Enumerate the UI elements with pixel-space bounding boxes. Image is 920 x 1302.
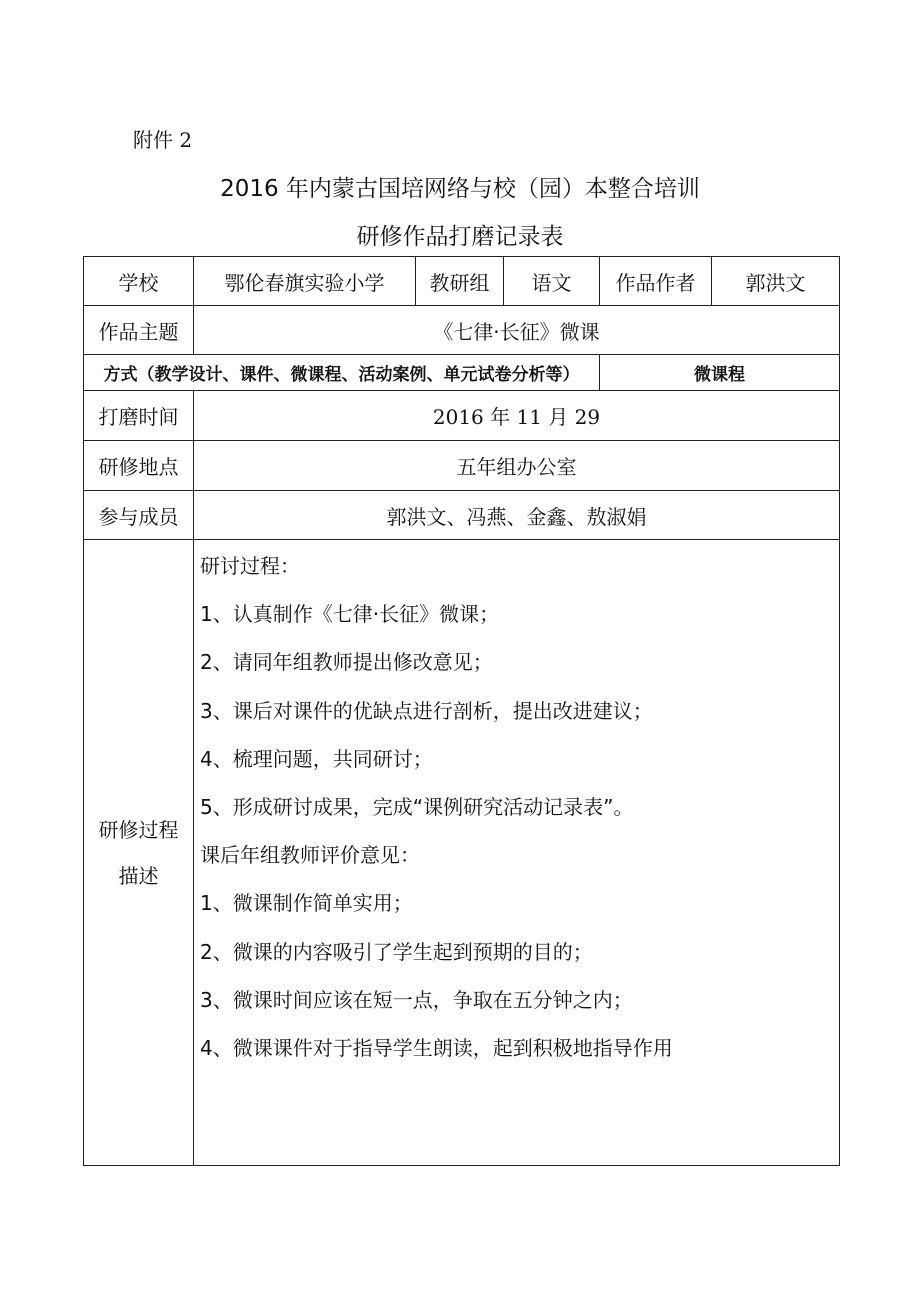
- members-value: 郭洪文、冯燕、金鑫、敖淑娟: [194, 491, 840, 540]
- group-label: 教研组: [416, 257, 504, 306]
- table-row: [84, 540, 840, 1166]
- process-label-line2: 描述: [118, 863, 159, 888]
- school-label: 学校: [84, 257, 194, 306]
- format-value: 微课程: [600, 355, 840, 391]
- process-label: [84, 540, 194, 1166]
- process-label-line1: 研修过程: [98, 817, 179, 842]
- table-row: [84, 257, 840, 306]
- table-row: [84, 391, 840, 441]
- author-value: 郭洪文: [712, 257, 840, 306]
- description-line: 4、梳理问题，共同研讨；: [200, 746, 433, 771]
- format-label: 方式（教学设计、课件、微课程、活动案例、单元试卷分析等）: [84, 355, 600, 391]
- time-label: 打磨时间: [84, 391, 194, 441]
- table-row: [84, 441, 840, 491]
- topic-value: 《七律·长征》微课: [194, 306, 840, 355]
- table-row: [84, 355, 840, 391]
- process-description: [194, 540, 840, 1166]
- description-line: 课后年组教师评价意见：: [200, 843, 420, 868]
- description-line: 2、微课的内容吸引了学生起到预期的目的；: [200, 939, 593, 964]
- time-value: 2016 年 11 月 29: [194, 391, 840, 441]
- description-line: 3、课后对课件的优缺点进行剖析，提出改进建议；: [200, 698, 653, 723]
- document-subtitle: 研修作品打磨记录表: [356, 224, 564, 250]
- table-row: [84, 491, 840, 540]
- group-value: 语文: [504, 257, 600, 306]
- description-line: 5、形成研讨成果，完成“课例研究活动记录表”。: [200, 794, 634, 819]
- table-row: [84, 306, 840, 355]
- document-title: 2016 年内蒙古国培网络与校（园）本整合培训: [220, 176, 700, 202]
- location-label: 研修地点: [84, 441, 194, 491]
- description-line: 1、微课制作简单实用；: [200, 891, 413, 916]
- members-label: 参与成员: [84, 491, 194, 540]
- description-line: 4、微课课件对于指导学生朗读，起到积极地指导作用: [200, 1035, 673, 1060]
- description-line: 3、微课时间应该在短一点，争取在五分钟之内；: [200, 987, 633, 1012]
- location-value: 五年组办公室: [194, 441, 840, 491]
- record-table: [83, 256, 840, 1166]
- attachment-label: 附件 2: [133, 128, 193, 152]
- description-line: 1、认真制作《七律·长征》微课；: [200, 602, 500, 627]
- school-value: 鄂伦春旗实验小学: [194, 257, 416, 306]
- topic-label: 作品主题: [84, 306, 194, 355]
- description-line: 2、请同年组教师提出修改意见；: [200, 650, 493, 675]
- author-label: 作品作者: [600, 257, 712, 306]
- description-line: 研讨过程：: [200, 554, 300, 578]
